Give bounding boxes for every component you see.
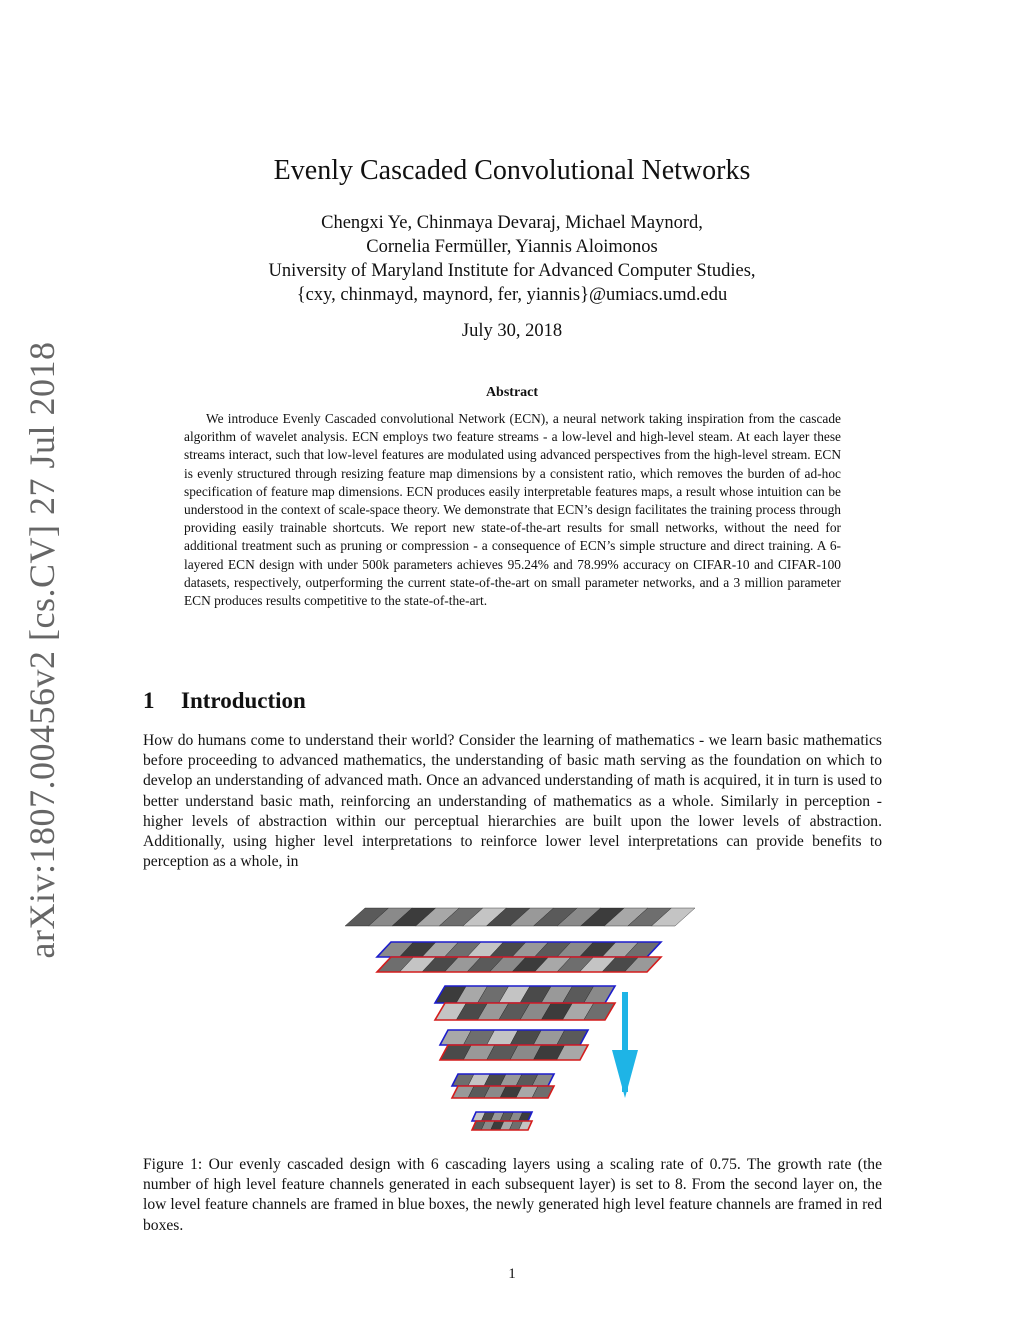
figure-caption: Figure 1: Our evenly cascaded design with 6 cascading layers using a scaling rate of 0.75. The growth rate (the number of high level feature channels generated in each subsequent layer) is set to 8. From the second layer on, the low level feature channels are framed in blue boxes, the newly generated high level feature channels are framed in red boxes. <box>143 1156 882 1234</box>
section-heading <box>143 688 306 714</box>
section-number: 1 <box>143 688 155 713</box>
author-emails: {cxy, chinmayd, maynord, fer, yiannis}@umiacs.umd.edu <box>296 285 728 305</box>
abstract-heading: Abstract <box>485 385 539 400</box>
arxiv-identifier: arXiv:1807.00456v2 [cs.CV] 27 Jul 2018 <box>22 341 62 959</box>
arrow-down-icon <box>612 1050 638 1098</box>
cascade-diagram <box>330 900 700 1140</box>
affiliation: University of Maryland Institute for Advanced Computer Studies, <box>268 261 756 281</box>
author-line-2: Cornelia Fermüller, Yiannis Aloimonos <box>366 237 658 257</box>
author-block <box>0 211 1024 307</box>
figure-1 <box>330 900 700 1140</box>
introduction-text: How do humans come to understand their world? Consider the learning of mathematics - we learn basic mathematics before proceeding to advanced mathematics, the understanding of basic math serving as the foundation on which to develop an understanding of advanced math. Once an advanced understanding of math is acquired, it in turn is used to better understand basic math, reinforcing an understanding of mathematics as a whole. Similarly in perception - higher levels of abstraction within our perceptual hierarchies are built upon the lower levels of abstraction. Additionally, using higher level interpretations to reinforce lower level interpretations can provide benefits to perception as a whole, in <box>143 732 882 871</box>
abstract-text: We introduce Evenly Cascaded convolutional Network (ECN), a neural network taking inspiration from the cascade algorithm of wavelet analysis. ECN employs two feature streams - a low-level and high-level steam. At each layer these streams interact, such that low-level features are modulated using advanced perspectives from the high-level stream. ECN is evenly structured through resizing feature map dimensions by a consistent ratio, which removes the burden of ad-hoc specification of feature map dimensions. ECN produces easily interpretable features maps, a result whose intuition can be understood in the context of scale-space theory. We demonstrate that ECN’s design facilitates the training process through providing easily trainable shortcuts. We report new state-of-the-art results for small networks, without the need for additional treatment such as pruning or compression - a consequence of ECN’s simple structure and direct training. A 6-layered ECN design with under 500k parameters achieves 95.24% and 78.99% accuracy on CIFAR-10 and CIFAR-100 datasets, respectively, outperforming the current state-of-the-art on small parameter networks, and a 3 million parameter ECN produces results competitive to the state-of-the-art. <box>184 411 841 609</box>
author-line-1: Chengxi Ye, Chinmaya Devaraj, Michael Maynord, <box>321 213 703 233</box>
paper-date: July 30, 2018 <box>461 321 563 341</box>
paper-title: Evenly Cascaded Convolutional Networks <box>273 155 751 186</box>
section-title: Introduction <box>181 688 306 713</box>
page-number: 1 <box>508 1266 516 1282</box>
